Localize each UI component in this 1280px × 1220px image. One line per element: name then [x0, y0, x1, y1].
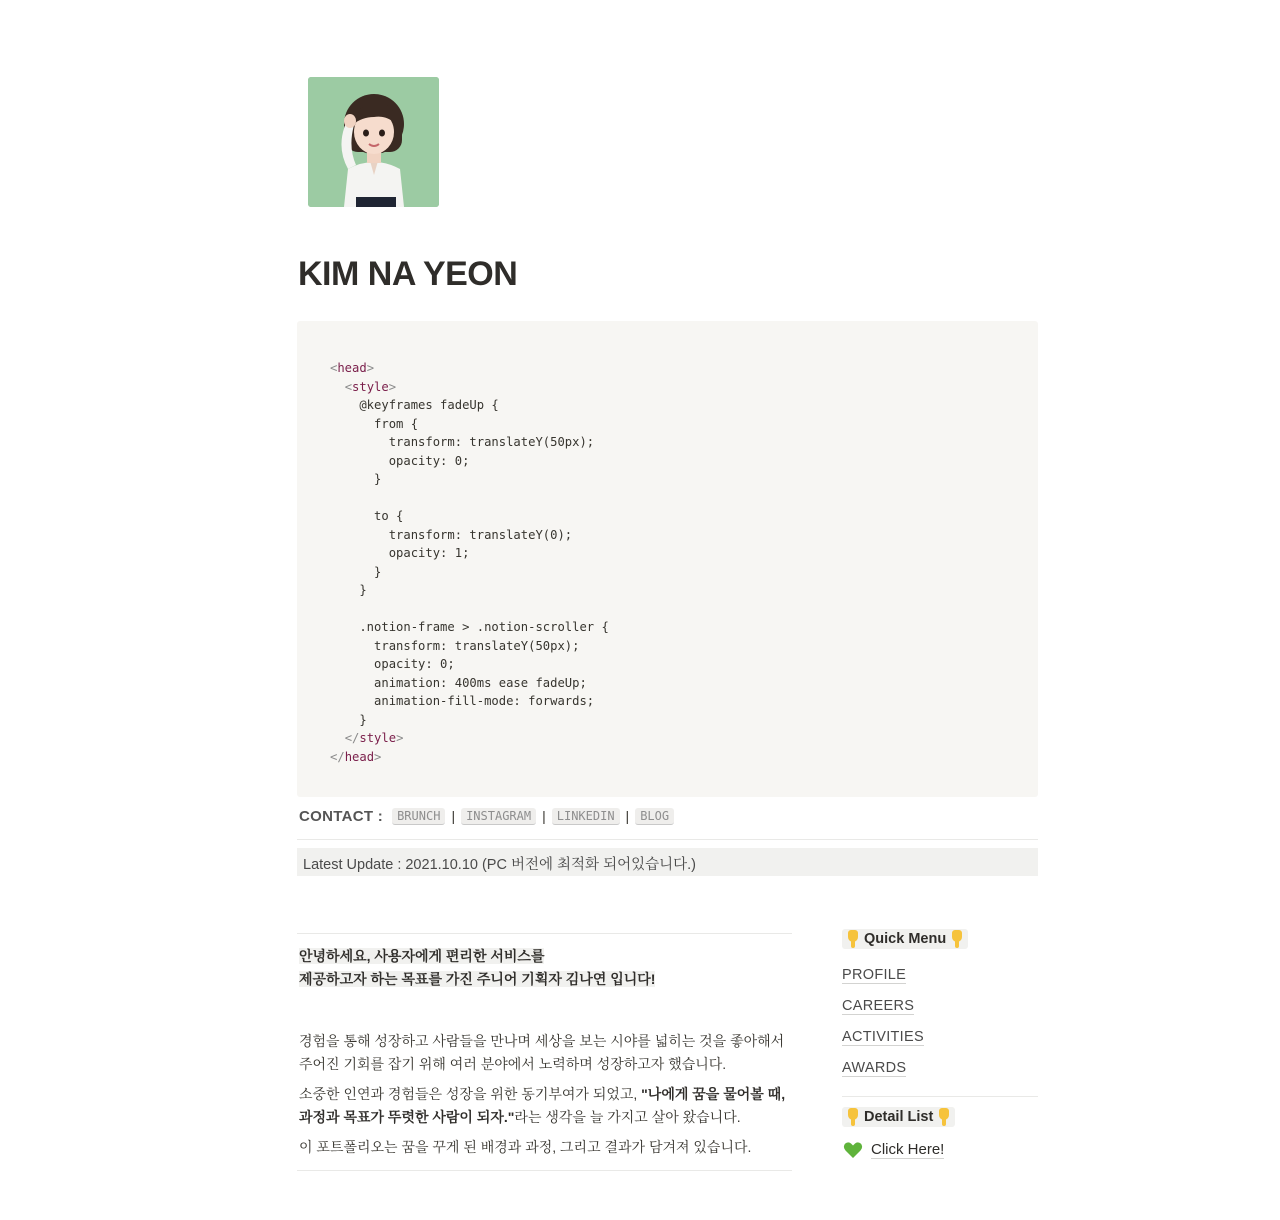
intro-heading-line1: 안녕하세요, 사용자에게 편리한 서비스를	[299, 948, 545, 964]
menu-link-careers[interactable]: CAREERS	[842, 998, 915, 1014]
click-here-label: Click Here!	[871, 1141, 945, 1158]
code-line	[330, 396, 1038, 415]
code-line	[330, 729, 1038, 748]
intro-paragraph-1: 경험을 통해 성장하고 사람들을 만나며 세상을 보는 시야를 넓히는 것을 좋아해서 주어진 기회를 잡기 위해 여러 분야에서 노력하며 성장하고자 했습니다.	[299, 1033, 785, 1072]
intro-paragraph-2-end: 라는 생각을 늘 가지고 살아 왔습니다.	[514, 1108, 741, 1125]
code-line	[330, 674, 1038, 693]
code-text: transform: translateY(0);	[330, 527, 573, 542]
click-here-link[interactable]	[843, 1140, 944, 1160]
pointing-down-hand-icon	[846, 930, 860, 948]
code-tag-name: style	[352, 379, 389, 394]
detail-list-heading	[842, 1107, 955, 1127]
pointing-down-hand-icon	[846, 1108, 860, 1126]
code-text: transform: translateY(50px);	[330, 638, 580, 653]
code-content	[330, 359, 1038, 766]
code-punctuation: </	[344, 731, 360, 745]
green-heart-icon	[843, 1140, 863, 1160]
code-line	[330, 507, 1038, 526]
contact-separator: |	[625, 808, 630, 824]
divider	[297, 933, 792, 934]
contact-row	[299, 805, 674, 827]
code-text: }	[330, 712, 367, 727]
intro-heading-line2: 제공하고자 하는 목표를 가진 주니어 기획자 김나연 입니다!	[299, 970, 656, 987]
intro-paragraph-2-start: 소중한 인연과 경험들은 성장을 위한 동기부여가 되었고,	[299, 1086, 642, 1102]
intro-paragraph-2	[299, 1083, 793, 1128]
intro-heading	[299, 945, 779, 990]
code-line	[330, 526, 1038, 545]
code-tag-name: head	[344, 749, 375, 764]
code-text: .notion-frame > .notion-scroller {	[330, 620, 609, 634]
code-text: }	[330, 583, 367, 597]
pointing-down-hand-icon	[950, 930, 964, 948]
code-line	[330, 618, 1038, 637]
contact-link-brunch[interactable]: BRUNCH	[392, 808, 445, 825]
menu-link-activities[interactable]: ACTIVITIES	[842, 1029, 924, 1045]
code-punctuation: <	[344, 379, 353, 394]
code-text: animation-fill-mode: forwards;	[330, 694, 595, 708]
code-block[interactable]	[297, 321, 1038, 797]
menu-link-awards[interactable]: AWARDS	[842, 1060, 907, 1076]
code-line	[330, 433, 1038, 452]
quick-menu-label: Quick Menu	[864, 931, 947, 947]
divider	[297, 1170, 792, 1171]
code-line	[330, 600, 1038, 619]
code-text: from {	[330, 416, 419, 431]
contact-separator: |	[451, 808, 456, 824]
code-text	[330, 731, 345, 745]
contact-label: CONTACT :	[299, 807, 384, 825]
code-text: @keyframes fadeUp {	[330, 398, 499, 412]
code-text: opacity: 0;	[330, 657, 455, 671]
code-tag-name: head	[337, 361, 367, 375]
page-title: KIM NA YEON	[298, 255, 518, 293]
code-text: transform: translateY(50px);	[330, 435, 595, 449]
contact-separator: |	[542, 808, 546, 824]
intro-paragraph-2-quote: "나에게 꿈을 물어볼 때, 과정과 목표가 뚜렷한 사람이 되자."	[299, 1086, 786, 1125]
pointing-down-hand-icon	[937, 1108, 951, 1126]
code-punctuation: >	[388, 379, 397, 394]
quick-menu-heading	[842, 929, 968, 949]
code-punctuation: >	[396, 731, 404, 745]
code-text: }	[330, 564, 382, 579]
latest-update-callout: Latest Update : 2021.10.10 (PC 버전에 최적화 되어있습니다.)	[297, 848, 1038, 876]
code-text	[330, 380, 345, 394]
divider	[842, 1096, 1038, 1097]
contact-link-instagram[interactable]: INSTAGRAM	[461, 808, 536, 825]
code-line	[330, 489, 1038, 508]
code-line	[330, 415, 1038, 434]
detail-list-label: Detail List	[864, 1109, 934, 1125]
code-tag-name: style	[359, 731, 397, 745]
code-line	[330, 378, 1038, 397]
code-line	[330, 452, 1038, 471]
code-line	[330, 711, 1038, 730]
code-text: to {	[330, 509, 404, 523]
code-line	[330, 544, 1038, 563]
code-line	[330, 692, 1038, 711]
code-text: opacity: 0;	[330, 453, 470, 468]
code-text: animation: 400ms ease fadeUp;	[330, 675, 587, 690]
code-punctuation: </	[330, 749, 345, 764]
divider	[297, 839, 1038, 840]
contact-link-blog[interactable]: BLOG	[635, 808, 674, 825]
code-line	[330, 563, 1038, 582]
code-line	[330, 359, 1038, 378]
menu-link-profile[interactable]: PROFILE	[842, 967, 907, 983]
code-line	[330, 637, 1038, 656]
code-text: opacity: 1;	[330, 546, 470, 560]
code-line	[330, 748, 1038, 767]
contact-link-linkedin[interactable]: LINKEDIN	[552, 808, 620, 825]
avatar-illustration	[308, 77, 439, 207]
code-line	[330, 581, 1038, 600]
profile-avatar	[308, 77, 439, 207]
code-line	[330, 655, 1038, 674]
intro-paragraph-3: 이 포트폴리오는 꿈을 꾸게 된 배경과 과정, 그리고 결과가 담겨져 있습니다.	[299, 1139, 752, 1155]
code-text: }	[330, 472, 382, 486]
code-punctuation: >	[366, 361, 375, 375]
code-line	[330, 470, 1038, 489]
code-punctuation: >	[374, 749, 382, 764]
code-punctuation: <	[330, 361, 338, 375]
